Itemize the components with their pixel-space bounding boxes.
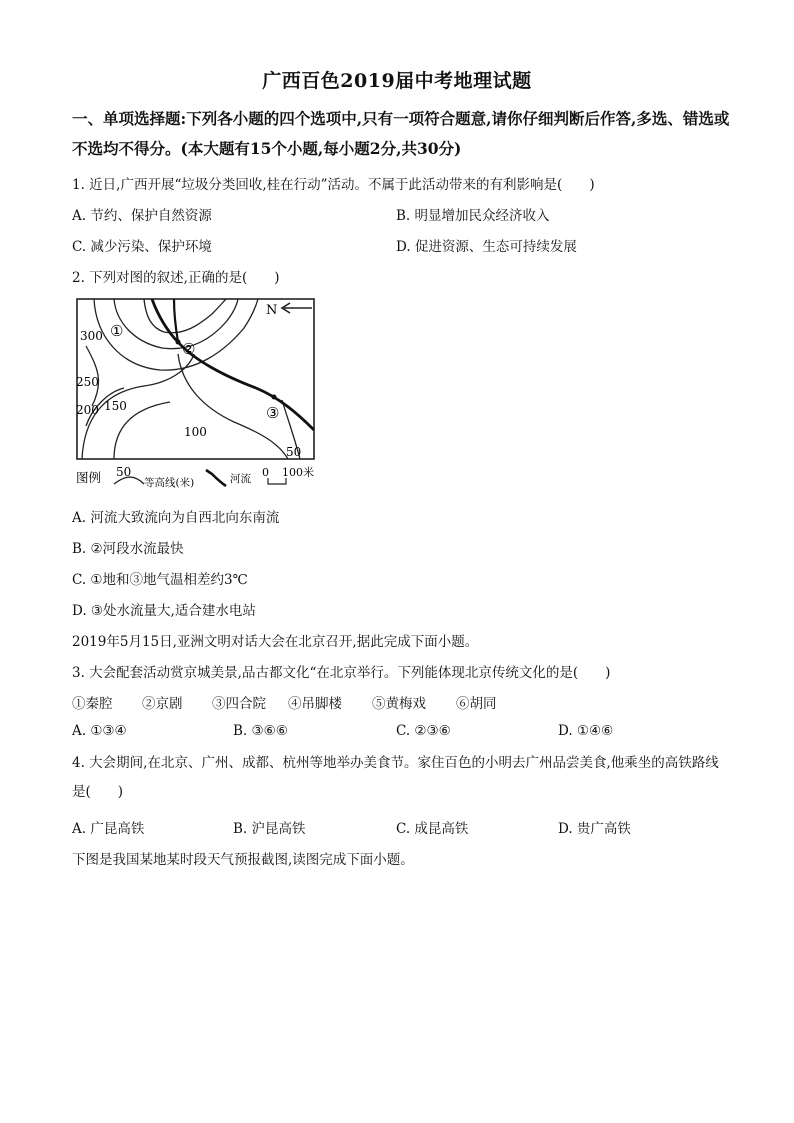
q3-option-d: D. ①④⑥ xyxy=(558,723,614,739)
intro-next: 下图是我国某地某时段天气预报截图,读图完成下面小题。 xyxy=(72,852,414,868)
q3-item: ①秦腔 xyxy=(72,696,113,712)
q1-stem: 1. 近日,广西开展“垃圾分类回收,桂在行动”活动。不属于此活动带来的有利影响是( ) xyxy=(72,177,595,193)
q2-option-c: C. ①地和③地气温相差约3℃ xyxy=(72,572,248,588)
q3-item: ⑥胡同 xyxy=(456,696,497,712)
q4-option-a: A. 广昆高铁 xyxy=(72,821,145,837)
legend-river-label: 河流 xyxy=(230,473,251,485)
north-label: N xyxy=(266,303,278,318)
legend-value: 50 xyxy=(116,465,132,479)
q3-option-a: A. ①③④ xyxy=(72,723,127,739)
q3-item: ④吊脚楼 xyxy=(288,696,342,712)
q4-option-d: D. 贵广高铁 xyxy=(558,821,631,837)
contour-label: 300 xyxy=(80,329,103,343)
legend-contour-label: 等高线(米) xyxy=(144,477,195,489)
q2-stem: 2. 下列对图的叙述,正确的是( ) xyxy=(72,270,280,286)
contour-line xyxy=(144,299,226,333)
point-2-label: ② xyxy=(182,340,196,358)
scale-end: 100米 xyxy=(282,466,314,479)
contour-map xyxy=(74,296,322,492)
q3-item: ⑤黄梅戏 xyxy=(372,696,426,712)
q4-option-b: B. 沪昆高铁 xyxy=(233,821,306,837)
q2-option-b: B. ②河段水流最快 xyxy=(72,541,184,557)
q1-option-a: A. 节约、保护自然资源 xyxy=(72,208,212,224)
q3-item: ②京剧 xyxy=(142,696,183,712)
q3-option-c: C. ②③⑥ xyxy=(396,723,451,739)
point-1-label: ① xyxy=(110,322,124,340)
contour-label: 100 xyxy=(184,425,207,439)
q1-option-b: B. 明显增加民众经济收入 xyxy=(396,208,550,224)
point-3-label: ③ xyxy=(266,404,280,422)
contour-label: 150 xyxy=(104,399,127,413)
q1-option-c: C. 减少污染、保护环境 xyxy=(72,239,212,255)
legend-river-sample xyxy=(206,470,226,486)
q4-option-c: C. 成昆高铁 xyxy=(396,821,469,837)
q1-option-d: D. 促进资源、生态可持续发展 xyxy=(396,239,577,255)
q2-option-d: D. ③处水流量大,适合建水电站 xyxy=(72,603,256,619)
q3-stem: 3. 大会配套活动赏京城美景,品古都文化“在北京举行。下列能体现北京传统文化的是( ) xyxy=(72,665,611,681)
legend-title: 图例 xyxy=(76,470,102,485)
river-tributary xyxy=(174,299,178,342)
q2-option-a: A. 河流大致流向为自西北向东南流 xyxy=(72,510,280,526)
scale-zero: 0 xyxy=(262,466,269,479)
q4-stem: 4. 大会期间,在北京、广州、成都、杭州等地举办美食节。家住百色的小明去广州品尝美食,他乘坐的高铁路线是( ) xyxy=(72,755,719,800)
river xyxy=(152,299,314,430)
contour-label: 50 xyxy=(286,445,302,459)
point-2-marker xyxy=(176,340,181,345)
contour-label: 250 xyxy=(76,375,99,389)
contour-label: 200 xyxy=(76,403,99,417)
page-title: 广西百色2019届中考地理试题 xyxy=(262,70,532,92)
q3-item: ③四合院 xyxy=(212,696,266,712)
q3-option-b: B. ③⑥⑥ xyxy=(233,723,288,739)
intro-3-4: 2019年5月15日,亚洲文明对话大会在北京召开,据此完成下面小题。 xyxy=(72,634,479,650)
section-heading: 一、单项选择题:下列各小题的四个选项中,只有一项符合题意,请你仔细判断后作答,多选、错选或不选均不得分。(本大题有15个小题,每小题2分,共30分) xyxy=(72,109,730,158)
point-3-marker xyxy=(272,395,277,400)
